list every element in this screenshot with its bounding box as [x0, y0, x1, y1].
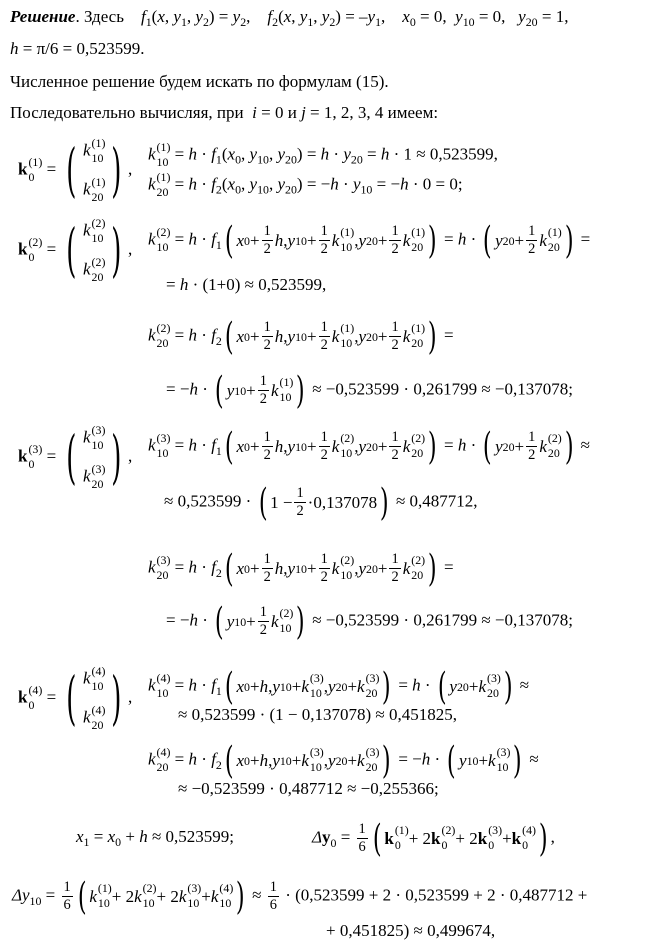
k20-4-equation: k (4) 20 = $h \cdot f_2$ ( x 0 + h , y 10 + k (3) 10 , y 20 + k (3) 20 ) = −h · ( y 10 + k (3) 10 ) ≈ [148, 738, 539, 782]
index-j: j [301, 103, 306, 122]
k20-2-mid: 0,261799 [413, 379, 478, 399]
k10-1-equation: k (1) 10 = $h \cdot f_1(x_0$, $y_{10}$, $y_{20}) = h \cdot y_{20} = h \cdot 1 \approx 0,523599$, [148, 140, 498, 169]
k20-2-result: = −h · ( y 10 + 1 2 k (1) 10 ) ≈ −0,523599 · 0,261799 ≈ −0,137078; [166, 368, 573, 412]
k10-3-equation: k (3) 10 = $h \cdot f_1$ ( x 0 + 1 2 h , y 10 + 1 2 k (2) 10 , y 20 + 1 2 k (2) 20 ) = h · ( y 20 + 1 2 k (2) 20 ) ≈ [148, 424, 590, 468]
index-i: i [252, 103, 257, 122]
h-factor-5: 0,523599 [201, 779, 265, 798]
k2-vector: k (2) 0 = ( k (2) 10 k (2) 20 ) , [18, 215, 133, 284]
iteration-text-e: = 1, 2, 3, 4 имеем: [305, 103, 439, 122]
k20-3-mid: 0,261799 [413, 610, 478, 630]
dy-term-a: 0,523599 [300, 885, 365, 905]
delta-y10-equation: $\Delta y_{10}$ = $\frac{1}{6}$ ( k (1) 10 + 2 k (2) 10 + 2 k (3) 10 + k (4) 10 ) ≈ $\frac{1}{6}$ · (0,523599 + 2 · 0,523599 + 2 · 0,487712 + [12, 874, 588, 918]
h-factor-4: 0,523599 [191, 705, 256, 724]
k10-2-equation: k (2) 10 = $h \cdot f_1$ ( x 0 + 1 2 h , y 10 + 1 2 k (1) 10 , y 20 + 1 2 k (1) 20 ) = h · ( y 20 + 1 2 k (1) 20 ) = [148, 218, 591, 262]
x1-equation: $x_1 = x_0 + h \approx 0,523599$; [76, 827, 235, 850]
k10-4-result: ≈ 0,523599 · (1 − 0,137078) ≈ 0,451825, [178, 705, 458, 724]
k3-vector: k (3) 0 = ( k (3) 10 k (3) 20 ) , [18, 422, 133, 491]
delta-y10-value: 0,499674 [427, 921, 491, 940]
iteration-text [10, 104, 438, 121]
k1-vector: k (1) 0 = ( k (1) 10 k (1) 20 ) , [18, 135, 133, 204]
k10-3-result: ≈ 0,523599 · ( 1 − 1 2 · 0,137078 ) ≈ 0,487712, [164, 480, 478, 524]
k10-4-coef: 0,137078 [301, 705, 366, 724]
k20-3-result: = −h · ( y 10 + 1 2 k (2) 10 ) ≈ −0,523599 · 0,261799 ≈ −0,137078; [166, 599, 573, 643]
k10-2-result: = h · (1+0) ≈ 0,523599, [166, 275, 327, 294]
k20-4-result: ≈ −0,523599 · 0,487712 ≈ −0,255366; [178, 779, 439, 798]
h-factor-2: 0,523599 [177, 491, 242, 511]
k20-4-mid: 0,487712 [279, 779, 343, 798]
delta-y0-equation: $\Delta y_0$ = $\frac{1}{6}$ ( k (1) 0 + 2 k (2) 0 + 2 k (3) 0 + k (4) 0 ) , [312, 816, 555, 860]
k10-4-value: 0,451825 [389, 705, 453, 724]
h-value: 0,523599 [76, 39, 141, 58]
k10-2-value: 0,523599 [258, 275, 322, 294]
k4-vector: k (4) 0 = ( k (4) 10 k (4) 20 ) , [18, 663, 133, 732]
k20-4-value: 0,255366 [370, 779, 435, 798]
k20-2-equation: k (2) 20 = $h \cdot f_2$ ( x 0 + 1 2 h , y 10 + 1 2 k (1) 10 , y 20 + 1 2 k (1) 20 ) = [148, 314, 454, 358]
k20-2-value: 0,137078 [504, 379, 569, 399]
problem-statement-line: Решение. Здесь $f_1(x$, $y_1$, $y_2) = y_2$, $f_2(x$, $y_1$, $y_2) = -y_1$, $x_0 = 0$, $y_{10} = 0$, $y_{20} = 1$, [10, 7, 569, 30]
method-text: Численное решение будем искать по формулам (15). [10, 72, 389, 91]
k20-1-value: 0 [449, 174, 458, 194]
solution-label: Решение [10, 7, 76, 26]
k10-4-equation: k (4) 10 = $h \cdot f_1$ ( x 0 + h , y 10 + k (3) 10 , y 20 + k (3) 20 ) = h · ( y 20 + k (3) 20 ) ≈ [148, 664, 530, 708]
h-factor-3: 0,523599 [335, 610, 400, 630]
k20-3-equation: k (3) 20 = $h \cdot f_2$ ( x 0 + 1 2 h , y 10 + 1 2 k (2) 10 , y 20 + 1 2 k (2) 20 ) = [148, 546, 454, 590]
dy-term-d: 0,451825 [339, 921, 404, 940]
k10-3-coef: 0,137078 [313, 493, 378, 513]
k20-1-equation: k (1) 20 = $h \cdot f_2(x_0$, $y_{10}$, $y_{20}) = -h \cdot y_{10} = -h \cdot 0 = 0$; [148, 170, 463, 199]
h-factor: 0,523599 [335, 379, 400, 399]
dy-term-c: 0,487712 [509, 885, 574, 905]
k10-1-value: 0,523599 [429, 144, 494, 164]
y10-value: 0 [492, 7, 502, 26]
step-size-line: h = π/6 = 0,523599. [10, 39, 145, 58]
intro-text: . Здесь [75, 7, 124, 26]
dy-term-b: 0,523599 [405, 885, 470, 905]
x1-value: 0,523599 [165, 827, 230, 846]
delta-y10-result: + 0,451825) ≈ 0,499674, [326, 921, 496, 940]
x0-value: 0 [433, 7, 443, 26]
iteration-text-a: Последовательно вычисляя, при [10, 103, 244, 122]
k20-3-value: 0,137078 [504, 610, 569, 630]
iteration-text-c: = 0 и [256, 103, 302, 122]
k10-3-value: 0,487712 [409, 491, 474, 511]
y20-value: 1 [555, 7, 565, 26]
